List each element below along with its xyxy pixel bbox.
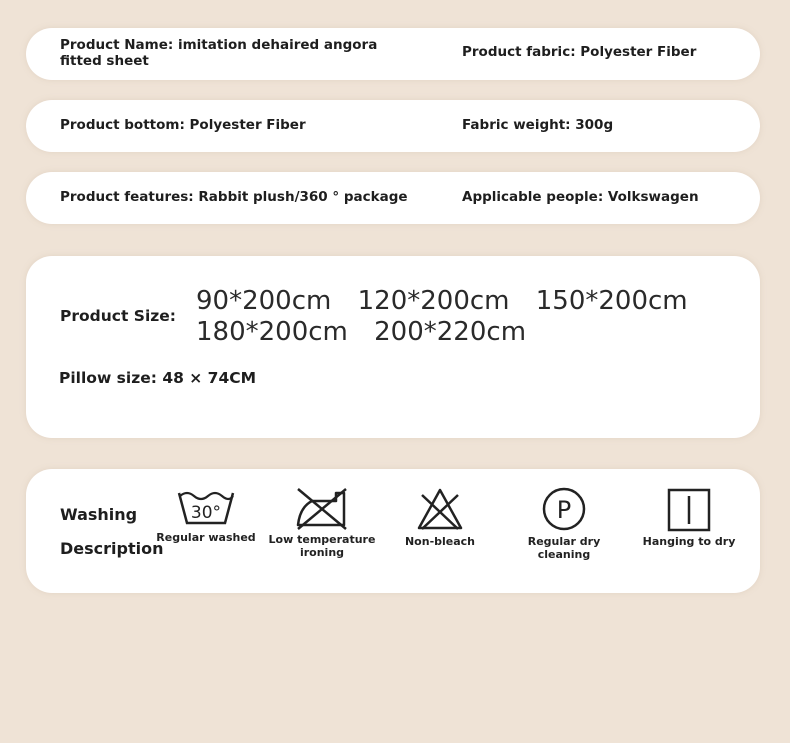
pillow-size: Pillow size: 48 × 74CM (59, 369, 257, 387)
size-item: 90*200cm (196, 286, 332, 316)
spec-row-2 (26, 100, 760, 152)
wash-temp-text: 30° (190, 503, 222, 523)
symbol-label: Low temperature ironing (268, 533, 376, 559)
size-item: 200*220cm (374, 317, 527, 347)
no-bleach-icon (416, 487, 464, 531)
product-features: Product features: Rabbit plush/360 ° package (60, 189, 408, 205)
iron-crossed-icon (294, 487, 350, 531)
size-card (26, 256, 760, 438)
symbol-non-bleach (400, 487, 480, 548)
product-fabric: Product fabric: Polyester Fiber (462, 44, 697, 60)
dry-clean-p-icon (541, 487, 587, 531)
size-list (196, 286, 716, 348)
size-item: 120*200cm (357, 286, 510, 316)
symbol-label: Regular washed (156, 531, 256, 544)
wash-30-icon (177, 487, 235, 527)
symbol-label: Non-bleach (404, 535, 476, 548)
size-item: 150*200cm (535, 286, 688, 316)
symbol-low-temp-ironing (267, 487, 377, 559)
product-name: Product Name: imitation dehaired angora fitted sheet (60, 37, 378, 69)
symbol-hang-dry (641, 487, 737, 548)
symbol-label: Hanging to dry (642, 535, 736, 548)
symbol-dry-cleaning (501, 487, 627, 561)
washing-title-line2: Description (60, 539, 164, 558)
spec-row-3 (26, 172, 760, 224)
size-item: 180*200cm (196, 317, 348, 347)
size-label: Product Size: (60, 307, 176, 325)
hang-dry-icon (667, 487, 711, 533)
product-bottom: Product bottom: Polyester Fiber (60, 117, 306, 133)
dry-clean-letter: P (556, 496, 572, 524)
applicable-people: Applicable people: Volkswagen (462, 189, 699, 205)
washing-card (26, 469, 760, 593)
symbol-label: Regular dry cleaning (527, 535, 601, 561)
symbol-regular-washed (156, 487, 256, 544)
washing-title: Washing (60, 505, 138, 524)
fabric-weight: Fabric weight: 300g (462, 117, 614, 133)
spec-row-1 (26, 28, 760, 80)
